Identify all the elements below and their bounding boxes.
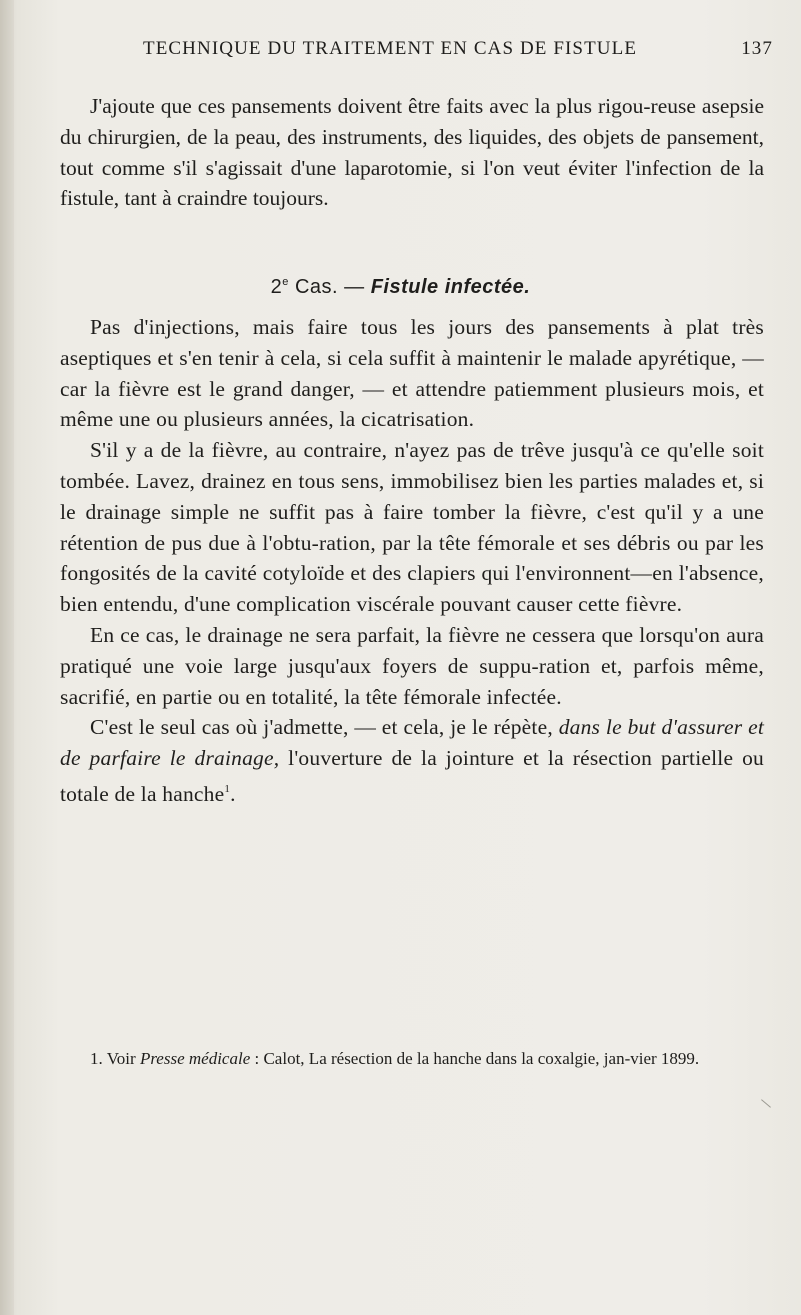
case-label: Cas. — <box>294 276 365 298</box>
text-run: l'ouverture de la jointure et la résection partielle ou totale de la hanche <box>60 746 764 806</box>
page-gutter-shadow <box>0 0 14 1315</box>
running-head <box>143 38 773 68</box>
case-title: Fistule infectée. <box>370 276 531 298</box>
footnote <box>60 1048 764 1070</box>
case-number: 2 <box>270 276 283 298</box>
main-text-block <box>60 312 764 810</box>
running-head-title: TECHNIQUE DU TRAITEMENT EN CAS DE FISTULE <box>143 38 638 59</box>
footnote-prefix: Voir <box>106 1049 136 1068</box>
stray-mark <box>761 1099 771 1107</box>
section-heading <box>0 276 801 299</box>
paragraph: En ce cas, le drainage ne sera parfait, la fièvre ne cessera que lorsqu'on aura pratiqué une voie large jusqu'aux foyers de suppu-ration et, parfois même, sacrifié, en partie ou en totalité, la tête fémorale infectée. <box>60 622 764 709</box>
footnote-reference: 1 <box>224 782 231 795</box>
case-ordinal: e <box>282 276 289 288</box>
text-run: . <box>230 781 236 806</box>
footnote-text: : Calot, La résection de la hanche dans la coxalgie, jan-vier 1899. <box>254 1049 700 1068</box>
footnote-journal: Presse médicale <box>139 1049 251 1068</box>
italic-text-run: dans le but d'assurer et de parfaire le drainage, <box>60 715 764 771</box>
footnote-number: 1. <box>90 1049 103 1068</box>
text-run: C'est le seul cas où j'admette, — et cela, je le répète, <box>90 715 553 740</box>
footnote-paragraph <box>60 1048 764 1070</box>
paragraph: Pas d'injections, mais faire tous les jours des pansements à plat très aseptiques et s'en tenir à cela, si cela suffit à maintenir le malade apyrétique, — car la fièvre est le grand danger, — et attendre patiemment plusieurs mois, et même une ou plusieurs années, la cicatrisation. <box>60 315 764 432</box>
paragraph: J'ajoute que ces pansements doivent être faits avec la plus rigou-reuse asepsie du chirurgien, de la peau, des instruments, des liquides, des objets de pansement, tout comme s'il s'agissait d'une laparotomie, si l'on veut éviter l'infection de la fistule, tant à craindre toujours. <box>60 94 764 211</box>
intro-paragraph-block <box>60 91 764 214</box>
page-number: 137 <box>741 38 773 59</box>
paragraph-last <box>60 712 764 809</box>
paragraph: S'il y a de la fièvre, au contraire, n'ayez pas de trêve jusqu'à ce qu'elle soit tombée. Lavez, drainez en tous sens, immobilisez bien les parties malades et, si le drainage simple ne suffit pas à faire tomber la fièvre, c'est qu'il y a une rétention de pus due à l'obtu-ration, par la tête fémorale et ses débris ou par les fongosités de la cavité cotyloïde et des clapiers qui l'environnent—en l'absence, bien entendu, d'une complication viscérale pouvant causer cette fièvre. <box>60 438 764 617</box>
